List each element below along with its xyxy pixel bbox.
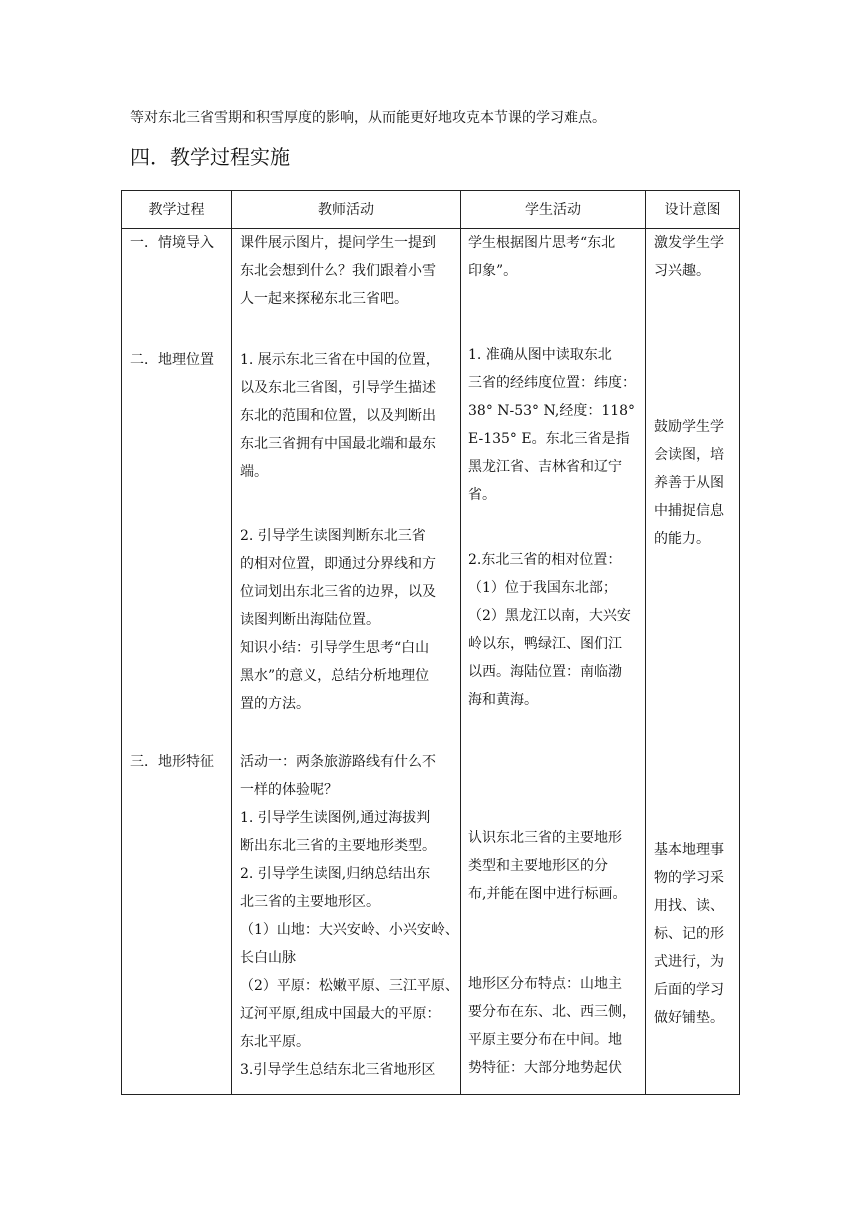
- teacher-location-2: 2. 引导学生读图判断东北三省 的相对位置，即通过分界线和方 位词划出东北三省的边界，以及 读图判断出海陆位置。 知识小结：引导学生思考“白山 黑水”的意义，总结分析地理位 置的方法。: [240, 528, 436, 712]
- student-terrain-1: 认识东北三省的主要地形 类型和主要地形区的分 布,并能在图中进行标画。: [468, 830, 627, 902]
- teacher-location-1: 1. 展示东北三省在中国的位置， 以及东北三省图，引导学生描述 东北的范围和位置，以及判断出 东北三省拥有中国最北端和最东 端。: [240, 352, 440, 480]
- table-header-row: [122, 191, 740, 229]
- student-location-1: 1. 准确从图中读取东北 三省的经纬度位置：纬度： 38° N-53° N,经度：118° E-135° E。东北三省是指 黑龙江省、吉林省和辽宁 省。: [468, 347, 636, 503]
- teacher-terrain: 活动一：两条旅游路线有什么不 一样的体验呢？ 1. 引导学生读图例,通过海拔判 断出东北三省的主要地形类型。 2. 引导学生读图,归纳总结出东 北三省的主要地形区。 （1）山地：大兴安岭、小兴安岭、 长白山脉 （2）平原：松嫩平原、三江平原、 辽河平原,组成中国最大的平原： 东北平原。 3.引导学生总结东北三省地形区: [240, 754, 459, 1078]
- student-location-2: 2.东北三省的相对位置： （1）位于我国东北部； （2）黑龙江以南，大兴安 岭以东，鸭绿江、图们江 以西。海陆位置：南临渤 海和黄海。: [468, 552, 631, 708]
- intent-terrain: 基本地理事 物的学习采 用找、读、 标、记的形 式进行，为 后面的学习 做好铺垫。: [654, 842, 724, 1026]
- stage-intro: 一．情境导入: [130, 235, 214, 251]
- student-activity-column: [461, 229, 645, 1094]
- intent-location: 鼓励学生学 会读图，培 养善于从图 中捕捉信息 的能力。: [654, 419, 724, 547]
- table-body-row: [122, 229, 740, 1095]
- header-design-intent: 设计意图: [646, 191, 740, 229]
- section-heading: 四．教学过程实施: [130, 145, 290, 169]
- intro-paragraph: 等对东北三省雪期和积雪厚度的影响，从而能更好地攻克本节课的学习难点。: [130, 110, 606, 126]
- intent-intro: 激发学生学 习兴趣。: [654, 235, 724, 279]
- stage-location: 二．地理位置: [130, 352, 214, 368]
- header-student-activity: 学生活动: [461, 191, 646, 229]
- student-terrain-2: 地形区分布特点：山地主 要分布在东、北、西三侧， 平原主要分布在中间。地 势特征：大部分地势起伏: [468, 976, 636, 1076]
- header-process: 教学过程: [122, 191, 232, 229]
- design-intent-column: [646, 229, 739, 1094]
- teaching-process-table: [121, 190, 740, 1095]
- teacher-activity-column: [232, 229, 460, 1094]
- teacher-intro: 课件展示图片，提问学生一提到 东北会想到什么？我们跟着小雪 人一起来探秘东北三省吧。: [240, 235, 436, 307]
- stage-column: [122, 229, 231, 1094]
- header-teacher-activity: 教师活动: [232, 191, 461, 229]
- student-intro: 学生根据图片思考“东北 印象”。: [468, 235, 616, 279]
- stage-terrain: 三．地形特征: [130, 754, 214, 770]
